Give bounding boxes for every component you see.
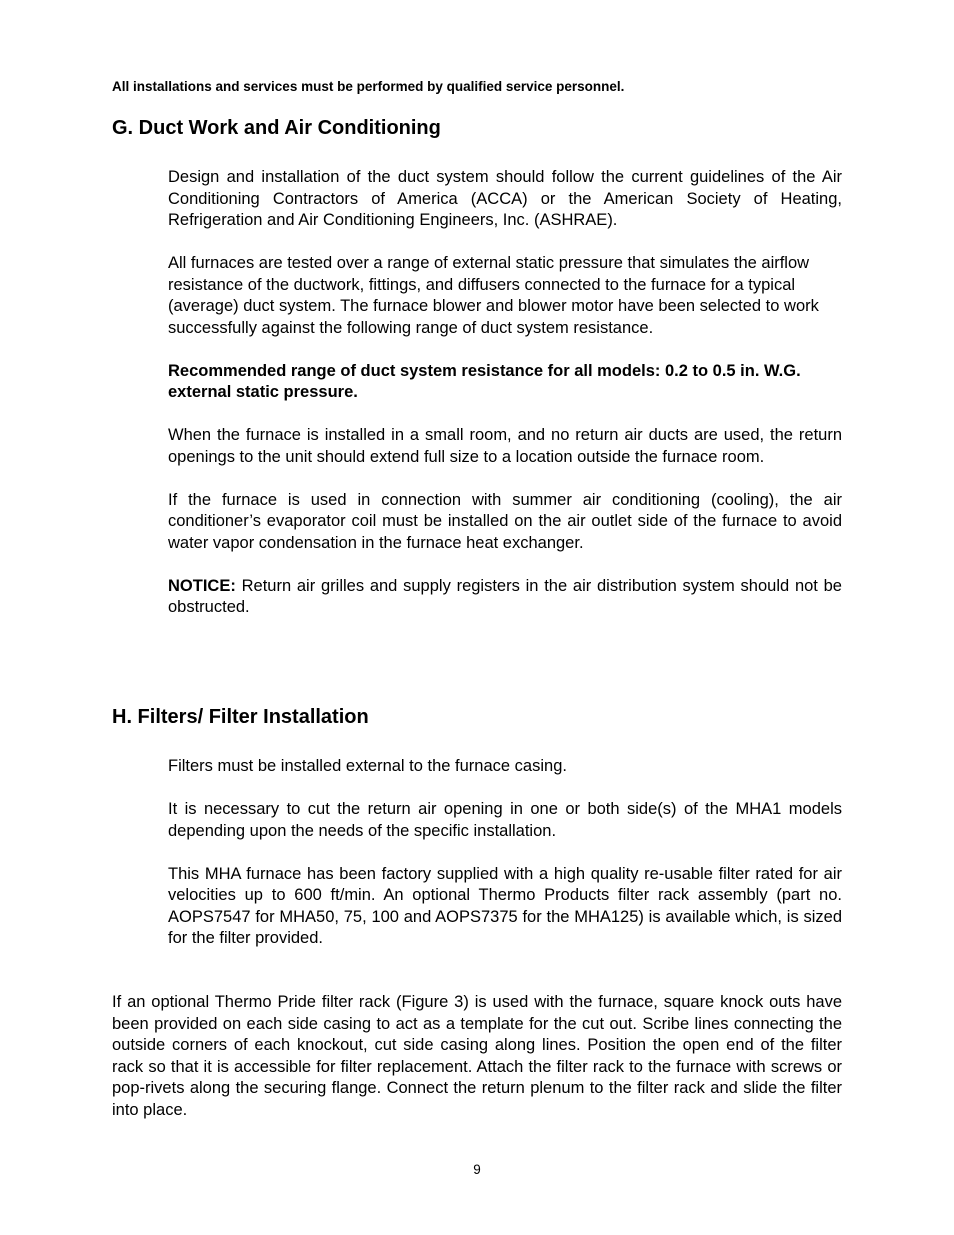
section-g-notice [168, 576, 842, 619]
section-h-paragraph-2: It is necessary to cut the return air opening in one or both side(s) of the MHA1 models depending upon the needs of the specific installation. [168, 800, 842, 840]
header-note: All installations and services must be performed by qualified service personnel. [112, 79, 625, 94]
section-g-paragraph-1: Design and installation of the duct system should follow the current guidelines of the Air Conditioning Contractors of America (ACCA) or the American Society of Heating, Refrigeration and Air Conditioning Engineers, Inc. (ASHRAE). [168, 168, 842, 229]
section-g-paragraph-4: When the furnace is installed in a small room, and no return air ducts are used, the return openings to the unit should extend full size to a location outside the furnace room. [168, 426, 842, 466]
page-number: 9 [473, 1162, 481, 1177]
section-g-paragraph-5: If the furnace is used in connection with summer air conditioning (cooling), the air conditioner’s evaporator coil must be installed on the air outlet side of the furnace to avoid water vapor condensation in the furnace heat exchanger. [168, 490, 842, 552]
section-g-paragraph-2: All furnaces are tested over a range of external static pressure that simulates the airflow resistance of the ductwork, fittings, and diffusers connected to the furnace for a typical (average) duct system. The furnace blower and blower motor have been selected to work successfully against the following range of duct system resistance. [168, 254, 819, 337]
filter-rack-instructions [112, 992, 842, 1121]
section-h-paragraph-1: Filters must be installed external to the furnace casing. [168, 757, 567, 775]
section-g-body [168, 167, 842, 619]
final-paragraph: If an optional Thermo Pride filter rack (Figure 3) is used with the furnace, square knock outs have been provided on each side casing to act as a template for the cut out. Scribe lines connecting the outside corners of each knockout, cut side casing along lines. Position the open end of the filter rack so that it is accessible for filter replacement. Attach the filter rack to the furnace with screws or pop-rivets along the securing flange. Connect the return plenum to the filter rack and slide the filter into place. [112, 993, 842, 1119]
section-g-title: G. Duct Work and Air Conditioning [112, 117, 441, 139]
notice-text: Return air grilles and supply registers in the air distribution system should not be obstructed. [168, 576, 842, 616]
section-h-paragraph-3: This MHA furnace has been factory supplied with a high quality re-usable filter rated for air velocities up to 600 ft/min. An optional Thermo Products filter rack assembly (part no. AOPS7547 for MHA50, 75, 100 and AOPS7375 for the MHA125) is available which, is sized for the filter provided. [168, 864, 842, 947]
section-h-title: H. Filters/ Filter Installation [112, 706, 369, 728]
notice-label: NOTICE: [168, 576, 236, 595]
section-g-recommended-range: Recommended range of duct system resistance for all models: 0.2 to 0.5 in. W.G. external static pressure. [168, 361, 801, 401]
section-h-body [168, 756, 842, 950]
